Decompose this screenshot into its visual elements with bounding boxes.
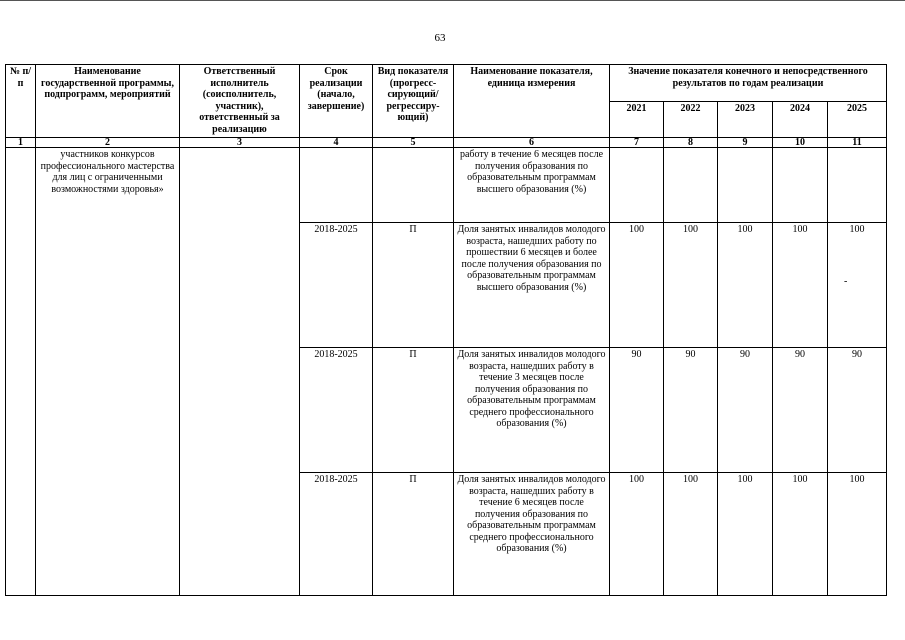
value-cell: 90 (773, 348, 828, 473)
value-cell: 100 (664, 473, 718, 596)
value-cell (610, 148, 664, 223)
header-year: 2024 (773, 101, 828, 138)
indicator-cell: Доля занятых инвалидов молодого возраста, нашедших работу в течение 3 месяцев после получения образования по образовательным программам среднего профессионального образования (%) (454, 348, 610, 473)
program-name-cell: участников конкурсов профессионального мастерства для лиц с ограниченными возможностями здоровья» (36, 148, 180, 596)
value-cell: 100 (773, 473, 828, 596)
term-cell (300, 148, 373, 223)
type-cell: П (373, 348, 454, 473)
value-cell (773, 148, 828, 223)
column-number: 11 (828, 138, 887, 148)
column-number: 2 (36, 138, 180, 148)
column-number: 8 (664, 138, 718, 148)
header-indicator-name: Наименование показателя, единица измерения (454, 65, 610, 138)
indicator-cell: работу в течение 6 месяцев после получения образования по образовательным программам высшего образования (%) (454, 148, 610, 223)
value-cell: 100 (828, 473, 887, 596)
page-top-border (0, 0, 905, 1)
table-row (6, 148, 887, 223)
header-num: № п/п (6, 65, 36, 138)
header-year: 2022 (664, 101, 718, 138)
indicator-cell: Доля занятых инвалидов молодого возраста, нашедших работу по прошествии 6 месяцев и более после получения образования по образовательным программам высшего образования (%) (454, 223, 610, 348)
value-cell: 100 (828, 223, 887, 348)
value-cell: 100 (718, 223, 773, 348)
column-number: 4 (300, 138, 373, 148)
header-year: 2023 (718, 101, 773, 138)
header-values-group: Значение показателя конечного и непосредственного результатов по годам реализации (610, 65, 887, 102)
value-cell: 100 (610, 223, 664, 348)
value-cell: 100 (773, 223, 828, 348)
page-number: 63 (434, 32, 446, 44)
column-number: 5 (373, 138, 454, 148)
value-cell (664, 148, 718, 223)
value-cell: 90 (828, 348, 887, 473)
stray-mark: - (844, 276, 848, 287)
header-indicator-type: Вид показателя (прогресс-сирующий/ регрессиру-ющий) (373, 65, 454, 138)
column-number: 9 (718, 138, 773, 148)
value-cell: 90 (610, 348, 664, 473)
executor-cell (180, 148, 300, 596)
column-number: 3 (180, 138, 300, 148)
indicator-cell: Доля занятых инвалидов молодого возраста, нашедших работу в течение 6 месяцев после получения образования по образовательным программам среднего профессионального образования (%) (454, 473, 610, 596)
value-cell: 100 (610, 473, 664, 596)
header-year: 2025 (828, 101, 887, 138)
header-executor: Ответственный исполнитель (соисполнитель, участник), ответственный за реализацию (180, 65, 300, 138)
column-number: 1 (6, 138, 36, 148)
header-program-name: Наименование государственной программы, подпрограмм, мероприятий (36, 65, 180, 138)
value-cell: 100 (664, 223, 718, 348)
column-number: 7 (610, 138, 664, 148)
header-row (6, 65, 887, 102)
type-cell: П (373, 473, 454, 596)
value-cell: 90 (664, 348, 718, 473)
term-cell: 2018-2025 (300, 223, 373, 348)
term-cell: 2018-2025 (300, 348, 373, 473)
value-cell (718, 148, 773, 223)
type-cell (373, 148, 454, 223)
value-cell: 90 (718, 348, 773, 473)
column-numbers-row (6, 138, 887, 148)
column-number: 6 (454, 138, 610, 148)
column-number: 10 (773, 138, 828, 148)
header-term: Срок реализации (начало, завершение) (300, 65, 373, 138)
row-number-cell (6, 148, 36, 596)
value-cell (828, 148, 887, 223)
indicators-table (5, 64, 887, 596)
type-cell: П (373, 223, 454, 348)
header-year: 2021 (610, 101, 664, 138)
term-cell: 2018-2025 (300, 473, 373, 596)
value-cell: 100 (718, 473, 773, 596)
